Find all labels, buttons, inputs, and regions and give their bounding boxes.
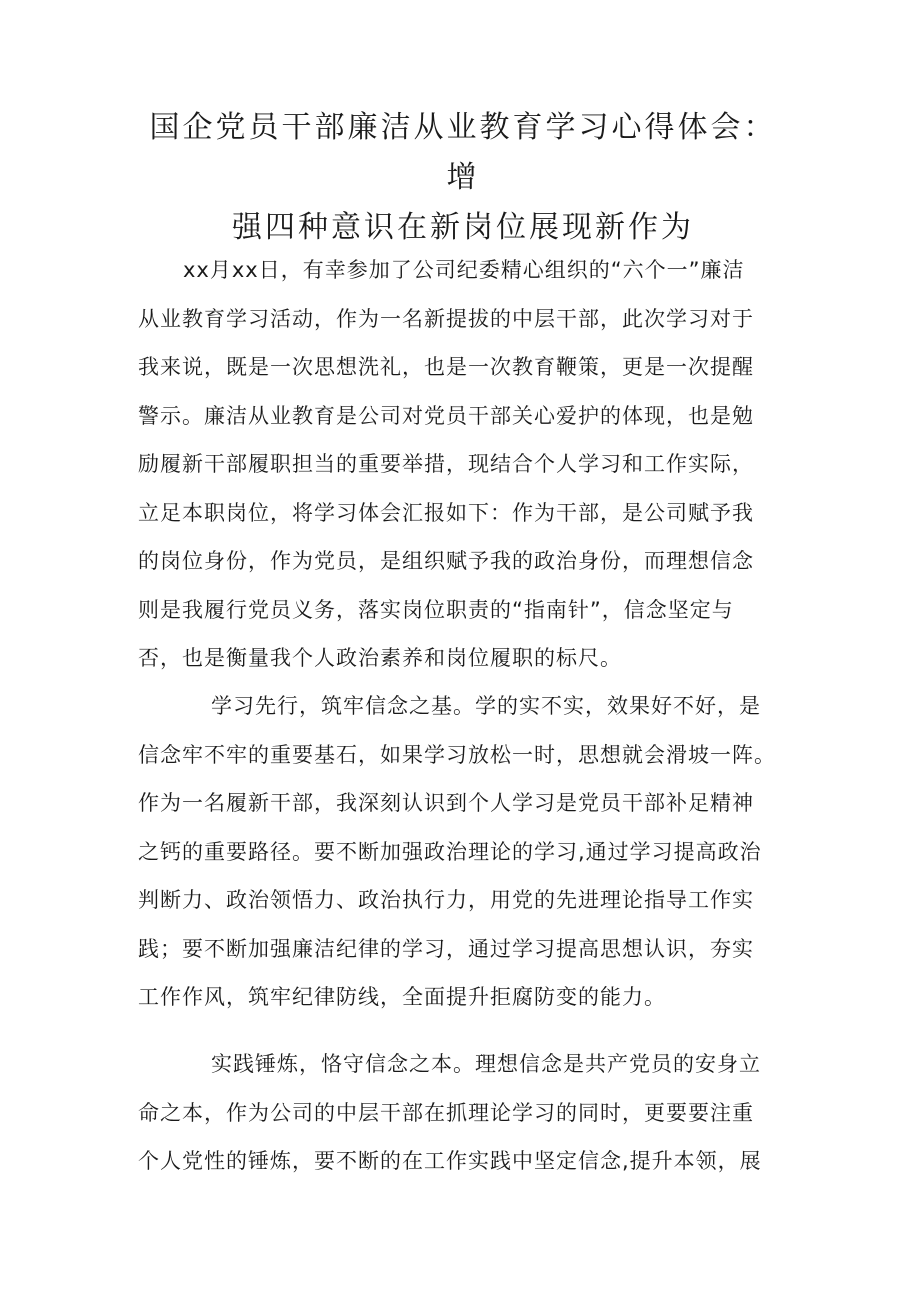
paragraph-intro: [138, 246, 793, 683]
paragraph-line: 则是我履行党员义务，落实岗位职责的“指南针”，信念坚定与: [138, 597, 734, 622]
paragraph-line: 个人党性的锤炼，要不断的在工作实践中坚定信念,提升本领，展: [138, 1149, 762, 1173]
paragraph-line: 信念牢不牢的重要基石，如果学习放松一时，思想就会滑坡一阵。: [138, 742, 776, 767]
title-line-1: 国企党员干部廉洁从业教育学习心得体会：增: [149, 110, 777, 195]
paragraph-line: 立足本职岗位，将学习体会汇报如下：作为干部，是公司赋予我: [138, 500, 754, 525]
document-title: [138, 103, 788, 253]
paragraph-study: [138, 682, 793, 1022]
paragraph-line: 的岗位身份，作为党员，是组织赋予我的政治身份，而理想信念: [138, 549, 754, 573]
paragraph-line: 工作作风，筑牢纪律防线，全面提升拒腐防变的能力。: [138, 985, 666, 1009]
paragraph-line: 我来说，既是一次思想洗礼，也是一次教育鞭策，更是一次提醒: [138, 355, 754, 379]
paragraph-line: 励履新干部履职担当的重要举措，现结合个人学习和工作实际，: [138, 452, 754, 476]
paragraph-line: xx月xx日，有幸参加了公司纪委精心组织的“六个一”廉洁: [183, 258, 745, 282]
title-line-2: 强四种意识在新岗位展现新作为: [232, 210, 694, 245]
paragraph-line: 作为一名履新干部，我深刻认识到个人学习是党员干部补足精神: [138, 791, 754, 815]
paragraph-line: 学习先行，筑牢信念之基。学的实不实，效果好不好，是: [211, 694, 761, 718]
paragraph-line: 之钙的重要路径。要不断加强政治理论的学习,通过学习提高政治: [138, 839, 762, 864]
paragraph-line: 判断力、政治领悟力、政治执行力，用党的先进理论指导工作实: [138, 888, 754, 912]
paragraph-line: 从业教育学习活动，作为一名新提拔的中层干部，此次学习对于: [138, 306, 754, 331]
paragraph-line: 实践锤炼，恪守信念之本。理想信念是共产党员的安身立: [211, 1052, 761, 1076]
paragraph-line: 否，也是衡量我个人政治素养和岗位履职的标尺。: [138, 646, 622, 670]
paragraph-line: 命之本，作为公司的中层干部在抓理论学习的同时，更要要注重: [138, 1100, 754, 1125]
paragraph-line: 警示。廉洁从业教育是公司对党员干部关心爱护的体现，也是勉: [138, 403, 754, 428]
paragraph-line: 践；要不断加强廉洁纪律的学习，通过学习提高思想认识，夯实: [138, 936, 754, 961]
paragraph-practice: [138, 1040, 793, 1186]
